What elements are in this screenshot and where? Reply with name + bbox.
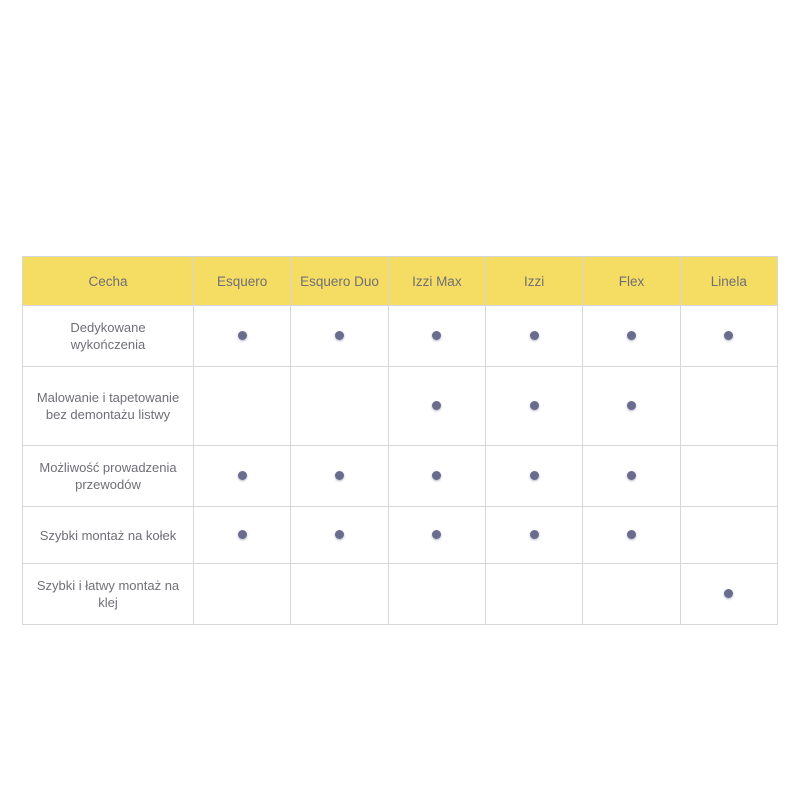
bullet-dot-icon [432,471,441,480]
bullet-dot-icon [530,471,539,480]
comparison-table-container [22,256,778,625]
cell-mark [485,367,582,446]
bullet-dot-icon [335,471,344,480]
column-header-esquero-duo: Esquero Duo [291,257,388,306]
cell-mark [388,446,485,507]
cell-mark [291,507,388,564]
row-feature-label: Możliwość prowadzenia przewodów [23,446,194,507]
table-row [23,367,778,446]
bullet-dot-icon [432,401,441,410]
table-header [23,257,778,306]
cell-mark [485,446,582,507]
bullet-dot-icon [530,401,539,410]
cell-mark [485,564,582,625]
column-header-esquero: Esquero [194,257,291,306]
row-feature-label: Szybki montaż na kołek [23,507,194,564]
cell-mark [583,507,680,564]
cell-mark [583,564,680,625]
table-row [23,306,778,367]
table-row [23,564,778,625]
cell-mark [291,367,388,446]
cell-mark [388,507,485,564]
column-header-izzi-max: Izzi Max [388,257,485,306]
feature-comparison-table [22,256,778,625]
cell-mark [194,507,291,564]
row-feature-label: Dedykowane wykończenia [23,306,194,367]
bullet-dot-icon [530,331,539,340]
table-body [23,306,778,625]
bullet-dot-icon [432,331,441,340]
row-feature-label: Malowanie i tapetowanie bez demontażu listwy [23,367,194,446]
column-header-cecha: Cecha [23,257,194,306]
cell-mark [680,446,777,507]
bullet-dot-icon [627,401,636,410]
table-row [23,446,778,507]
cell-mark [194,306,291,367]
bullet-dot-icon [724,589,733,598]
cell-mark [388,306,485,367]
cell-mark [291,306,388,367]
cell-mark [583,446,680,507]
bullet-dot-icon [335,530,344,539]
bullet-dot-icon [627,471,636,480]
cell-mark [388,367,485,446]
cell-mark [680,564,777,625]
bullet-dot-icon [627,331,636,340]
cell-mark [583,306,680,367]
row-feature-label: Szybki i łatwy montaż na klej [23,564,194,625]
bullet-dot-icon [238,331,247,340]
cell-mark [485,507,582,564]
cell-mark [194,446,291,507]
cell-mark [291,564,388,625]
bullet-dot-icon [238,471,247,480]
cell-mark [388,564,485,625]
cell-mark [194,564,291,625]
cell-mark [194,367,291,446]
bullet-dot-icon [724,331,733,340]
column-header-linela: Linela [680,257,777,306]
cell-mark [680,367,777,446]
bullet-dot-icon [530,530,539,539]
bullet-dot-icon [627,530,636,539]
bullet-dot-icon [432,530,441,539]
column-header-flex: Flex [583,257,680,306]
table-row [23,507,778,564]
cell-mark [485,306,582,367]
cell-mark [680,306,777,367]
cell-mark [680,507,777,564]
header-row [23,257,778,306]
cell-mark [291,446,388,507]
bullet-dot-icon [335,331,344,340]
bullet-dot-icon [238,530,247,539]
cell-mark [583,367,680,446]
column-header-izzi: Izzi [485,257,582,306]
